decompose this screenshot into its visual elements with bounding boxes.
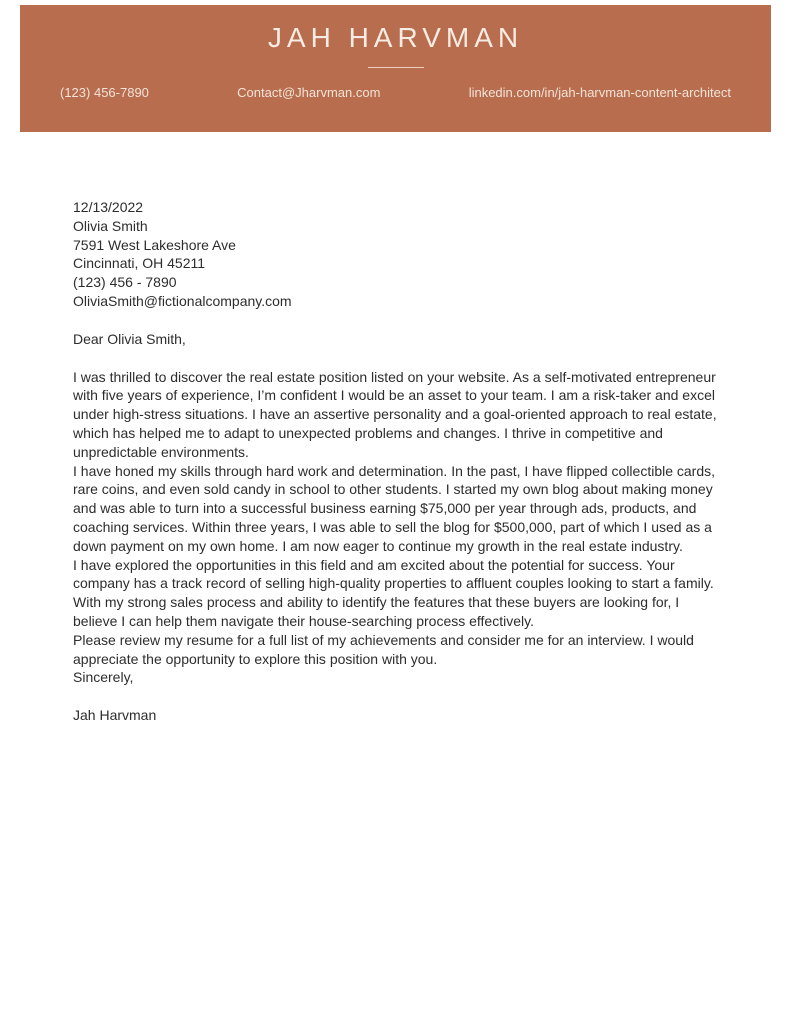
salutation: Dear Olivia Smith,: [73, 330, 186, 347]
header-band: [20, 5, 771, 132]
paragraph-3: I have explored the opportunities in this field and am excited about the potential for success. Your company has a track record of selling high-quality properties to affluent couples looking to start a family. With my strong sales process and ability to identify the features that these buyers are looking for, I believe I can help them navigate their house-searching process effectively.: [73, 556, 714, 629]
recipient-email: OliviaSmith@fictionalcompany.com: [73, 292, 292, 309]
recipient-name: Olivia Smith: [73, 217, 148, 234]
paragraph-2: I have honed my skills through hard work and determination. In the past, I have flipped collectible cards, rare coins, and even sold candy in school to other students. I started my own blog about making money and was able to turn into a successful business earning $75,000 per year through ads, products, and coaching services. Within three years, I was able to sell the blog for $500,000, part of which I used as a down payment on my own home. I am now eager to continue my growth in the real estate industry.: [73, 462, 716, 554]
recipient-block: [73, 198, 723, 311]
recipient-street: 7591 West Lakeshore Ave: [73, 236, 236, 253]
header-divider: [368, 67, 424, 68]
letter-body: [73, 198, 723, 725]
contact-linkedin: linkedin.com/in/jah-harvman-content-architect: [468, 85, 731, 100]
contact-phone: (123) 456-7890: [60, 85, 149, 100]
closing: Sincerely,: [73, 669, 134, 686]
contact-email: Contact@Jharvman.com: [237, 85, 381, 100]
contact-row: [20, 85, 771, 100]
recipient-phone: (123) 456 - 7890: [73, 274, 177, 291]
signature: Jah Harvman: [73, 707, 157, 724]
candidate-name: JAH HARVMAN: [267, 22, 524, 53]
paragraph-4: Please review my resume for a full list of my achievements and consider me for an interview. I would appreciate the opportunity to explore this position with you.: [73, 631, 694, 667]
paragraph-1: I was thrilled to discover the real estate position listed on your website. As a self-motivated entrepreneur with five years of experience, I’m confident I would be an asset to your team. I am a risk-taker and excel under high-stress situations. I have an assertive personality and a goal-oriented approach to real estate, which has helped me to adapt to unexpected problems and changes. I thrive in competitive and unpredictable environments.: [73, 368, 717, 460]
letter-date: 12/13/2022: [73, 199, 144, 215]
recipient-city-state-zip: Cincinnati, OH 45211: [73, 255, 206, 272]
